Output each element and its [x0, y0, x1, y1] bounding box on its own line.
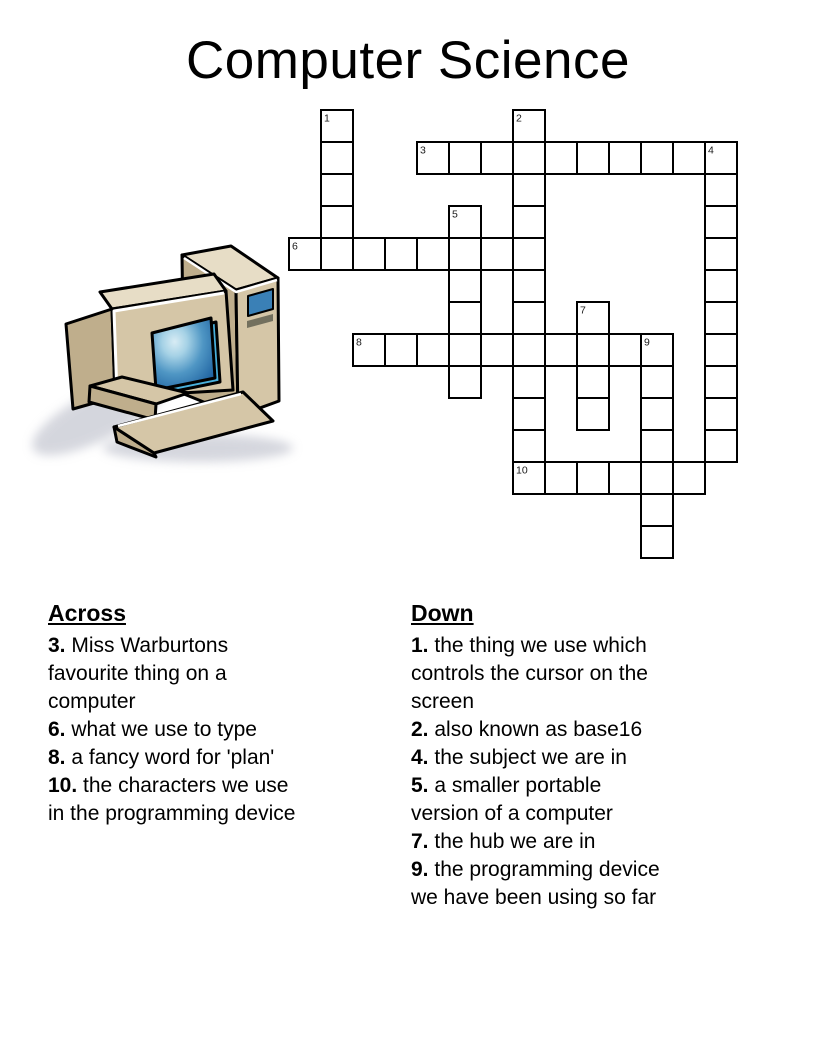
cell-number-6: 6	[292, 240, 298, 253]
grid-cell-7-1[interactable]	[513, 142, 545, 174]
grid-cell-12-1[interactable]	[673, 142, 705, 174]
grid-cell-9-8[interactable]	[577, 366, 609, 398]
clue-number: 9.	[411, 858, 429, 881]
grid-cell-8-7[interactable]	[545, 334, 577, 366]
grid-cell-3-4[interactable]	[385, 238, 417, 270]
grid-cell-6-4[interactable]	[481, 238, 513, 270]
cell-number-3: 3	[420, 144, 426, 157]
grid-cell-13-6[interactable]	[705, 302, 737, 334]
cell-number-10: 10	[516, 464, 528, 477]
grid-cell-4-7[interactable]	[417, 334, 449, 366]
clue-number: 4.	[411, 746, 429, 769]
grid-cell-7-8[interactable]	[513, 366, 545, 398]
across-heading: Across	[48, 600, 126, 626]
clue-down-1: 1. the thing we use which controls the cursor on the screen	[411, 634, 648, 713]
clue-across-8: 8. a fancy word for 'plan'	[48, 746, 275, 769]
grid-cell-8-1[interactable]	[545, 142, 577, 174]
grid-cell-12-11[interactable]	[673, 462, 705, 494]
clue-number: 5.	[411, 774, 429, 797]
grid-cell-7-3[interactable]	[513, 206, 545, 238]
computer-illustration	[30, 208, 300, 458]
grid-cell-7-2[interactable]	[513, 174, 545, 206]
grid-cell-5-7[interactable]	[449, 334, 481, 366]
grid-cell-13-4[interactable]	[705, 238, 737, 270]
grid-cell-4-4[interactable]	[417, 238, 449, 270]
grid-cell-10-11[interactable]	[609, 462, 641, 494]
across-list	[48, 632, 406, 828]
across-section	[48, 600, 406, 828]
cell-number-1: 1	[324, 112, 330, 125]
grid-cell-5-8[interactable]	[449, 366, 481, 398]
grid-cell-11-10[interactable]	[641, 430, 673, 462]
grid-cell-7-4[interactable]	[513, 238, 545, 270]
grid-cell-11-1[interactable]	[641, 142, 673, 174]
grid-cell-1-2[interactable]	[321, 174, 353, 206]
grid-cell-5-4[interactable]	[449, 238, 481, 270]
grid-cell-13-5[interactable]	[705, 270, 737, 302]
grid-cell-13-9[interactable]	[705, 398, 737, 430]
cell-number-4: 4	[708, 144, 714, 157]
grid-cell-3-7[interactable]	[385, 334, 417, 366]
clue-across-6: 6. what we use to type	[48, 718, 257, 741]
grid-cell-5-1[interactable]	[449, 142, 481, 174]
grid-cell-1-1[interactable]	[321, 142, 353, 174]
grid-cell-10-7[interactable]	[609, 334, 641, 366]
grid-cell-10-1[interactable]	[609, 142, 641, 174]
clue-number: 3.	[48, 634, 66, 657]
clue-number: 6.	[48, 718, 66, 741]
clue-down-2: 2. also known as base16	[411, 718, 643, 741]
down-heading: Down	[411, 600, 474, 626]
cell-number-2: 2	[516, 112, 522, 125]
grid-cell-8-11[interactable]	[545, 462, 577, 494]
clue-number: 10.	[48, 774, 78, 797]
grid-cell-6-1[interactable]	[481, 142, 513, 174]
cell-number-8: 8	[356, 336, 362, 349]
grid-cell-11-11[interactable]	[641, 462, 673, 494]
grid-cell-7-10[interactable]	[513, 430, 545, 462]
cell-number-7: 7	[580, 304, 586, 317]
down-list	[411, 632, 783, 912]
grid-cell-6-7[interactable]	[481, 334, 513, 366]
clue-number: 2.	[411, 718, 429, 741]
grid-cell-9-1[interactable]	[577, 142, 609, 174]
grid-cell-9-11[interactable]	[577, 462, 609, 494]
grid-cell-9-7[interactable]	[577, 334, 609, 366]
clue-number: 7.	[411, 830, 429, 853]
grid-cell-7-9[interactable]	[513, 398, 545, 430]
grid-cell-13-3[interactable]	[705, 206, 737, 238]
grid-cell-11-9[interactable]	[641, 398, 673, 430]
grid-cell-11-12[interactable]	[641, 494, 673, 526]
grid-cell-11-8[interactable]	[641, 366, 673, 398]
clue-across-10: 10. the characters we use in the programming device	[48, 774, 296, 825]
grid-cell-7-7[interactable]	[513, 334, 545, 366]
clue-number: 1.	[411, 634, 429, 657]
computer-clipart-svg	[30, 208, 300, 458]
crossword-grid	[288, 109, 738, 559]
grid-cell-5-6[interactable]	[449, 302, 481, 334]
clue-down-5: 5. a smaller portable version of a computer	[411, 774, 613, 825]
grid-cell-2-4[interactable]	[353, 238, 385, 270]
clue-down-9: 9. the programming device we have been using so far	[411, 858, 660, 909]
clue-across-3: 3. Miss Warburtons favourite thing on a computer	[48, 634, 229, 713]
cell-number-9: 9	[644, 336, 650, 349]
cell-number-5: 5	[452, 208, 458, 221]
grid-cell-13-7[interactable]	[705, 334, 737, 366]
grid-cell-13-2[interactable]	[705, 174, 737, 206]
page-title: Computer Science	[186, 31, 630, 90]
grid-cell-7-5[interactable]	[513, 270, 545, 302]
grid-cell-11-13[interactable]	[641, 526, 673, 558]
grid-cell-1-3[interactable]	[321, 206, 353, 238]
clue-down-7: 7. the hub we are in	[411, 830, 596, 853]
clue-number: 8.	[48, 746, 66, 769]
grid-cell-9-9[interactable]	[577, 398, 609, 430]
grid-cell-13-10[interactable]	[705, 430, 737, 462]
grid-cell-1-4[interactable]	[321, 238, 353, 270]
grid-cell-7-6[interactable]	[513, 302, 545, 334]
down-section	[411, 600, 783, 912]
clue-down-4: 4. the subject we are in	[411, 746, 627, 769]
grid-cell-13-8[interactable]	[705, 366, 737, 398]
grid-cell-5-5[interactable]	[449, 270, 481, 302]
